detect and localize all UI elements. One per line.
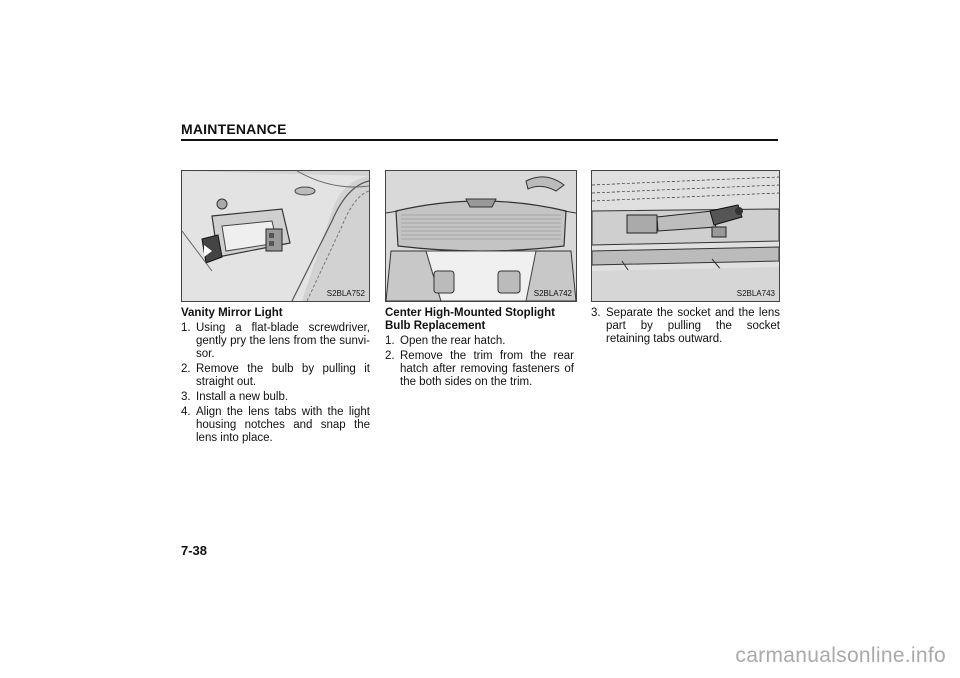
step-item: [181, 406, 370, 445]
step-text: Remove the bulb by pulling it straight out.: [196, 363, 370, 388]
step-number: 1.: [385, 335, 395, 347]
vanity-mirror-light-illustration: [182, 171, 369, 301]
section-title: Vanity Mirror Light: [181, 307, 283, 319]
figure-rear-hatch: [385, 170, 577, 302]
step-number: 3.: [591, 307, 601, 319]
step-item: [591, 307, 780, 346]
step-text: Using a flat-blade screwdriver, gently pry the lens from the sunvi-sor.: [196, 322, 370, 360]
step-text: Remove the trim from the rear hatch after removing fasteners of the both sides on the trim.: [400, 350, 574, 388]
section-stoplight-replacement: [385, 307, 574, 391]
stoplight-socket-illustration: [592, 171, 779, 301]
step-item: [181, 363, 370, 389]
step-item: [385, 335, 574, 348]
step-text: Separate the socket and the lens part by pulling the socket retaining tabs outward.: [606, 307, 780, 345]
figure-code: S2BLA742: [533, 289, 572, 298]
section-vanity-mirror-light: [181, 307, 370, 447]
page-number: 7-38: [181, 543, 208, 558]
figure-code: S2BLA752: [326, 289, 365, 298]
step-number: 3.: [181, 391, 191, 403]
figure-vanity-mirror: [181, 170, 370, 302]
step-number: 2.: [385, 350, 395, 362]
step-text: Open the rear hatch.: [400, 335, 506, 347]
step-text: Align the lens tabs with the light housing notches and snap the lens into place.: [196, 406, 370, 444]
step-item: [181, 322, 370, 361]
watermark: carmanualsonline.info: [735, 644, 946, 667]
step-number: 2.: [181, 363, 191, 375]
step-number: 4.: [181, 406, 191, 418]
steps-list: [181, 322, 370, 445]
step-number: 1.: [181, 322, 191, 334]
header-divider: [181, 139, 778, 141]
step-item: [181, 391, 370, 404]
section-stoplight-continued: [591, 307, 780, 348]
section-header-title: MAINTENANCE: [181, 121, 287, 137]
step-text: Install a new bulb.: [196, 391, 289, 403]
figure-code: S2BLA743: [736, 289, 775, 298]
steps-list: [591, 307, 780, 346]
steps-list: [385, 335, 574, 389]
step-item: [385, 350, 574, 389]
figure-stoplight-socket: [591, 170, 780, 302]
rear-hatch-stoplight-illustration: [386, 171, 576, 301]
section-title: Center High-Mounted Stoplight Bulb Replacement: [385, 307, 555, 332]
